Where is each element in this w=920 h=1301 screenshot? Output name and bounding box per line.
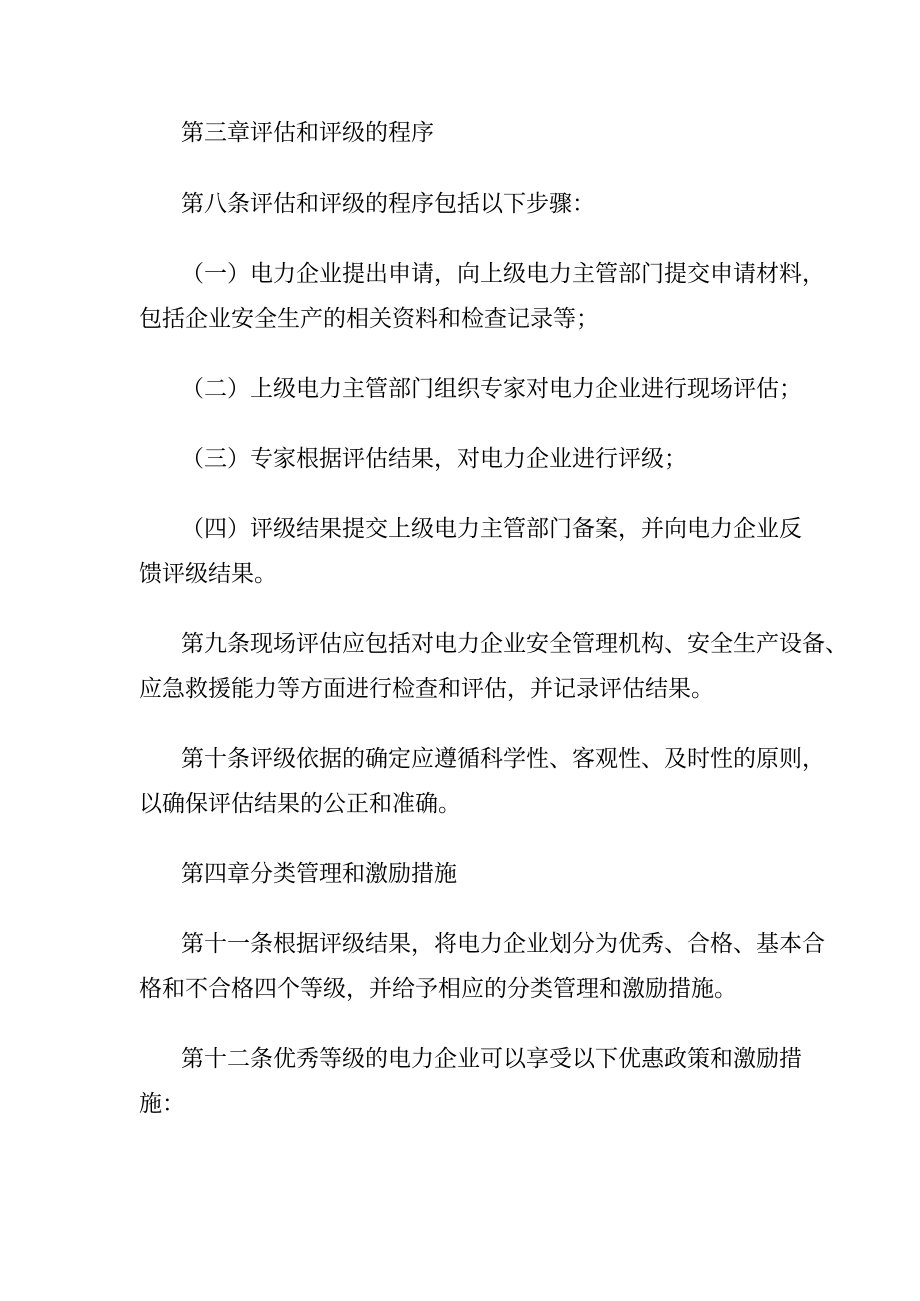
article-11-text-line-2: 格和不合格四个等级，并给予相应的分类管理和激励措施。 xyxy=(139,976,737,1002)
step-2-text: （二）上级电力主管部门组织专家对电力企业进行现场评估； xyxy=(181,376,802,402)
article-8-text: 第八条评估和评级的程序包括以下步骤： xyxy=(181,191,595,217)
step-1-text-line-2: 包括企业安全生产的相关资料和检查记录等； xyxy=(139,306,599,332)
article-10-text-line-1: 第十条评级依据的确定应遵循科学性、客观性、及时性的原则， xyxy=(181,746,825,772)
article-9-text-line-1: 第九条现场评估应包括对电力企业安全管理机构、安全生产设备、 xyxy=(181,631,848,657)
step-3-text: （三）专家根据评估结果，对电力企业进行评级； xyxy=(181,446,687,472)
step-4-text-line-2: 馈评级结果。 xyxy=(139,561,277,587)
chapter-3-heading: 第三章评估和评级的程序 xyxy=(181,120,434,146)
article-11-text-line-1: 第十一条根据评级结果，将电力企业划分为优秀、合格、基本合 xyxy=(181,931,825,957)
step-4-text-line-1: （四）评级结果提交上级电力主管部门备案，并向电力企业反 xyxy=(181,516,802,542)
article-12-text-line-2: 施： xyxy=(139,1091,185,1117)
step-1-text-line-1: （一）电力企业提出申请，向上级电力主管部门提交申请材料， xyxy=(181,261,825,287)
article-12-text-line-1: 第十二条优秀等级的电力企业可以享受以下优惠政策和激励措 xyxy=(181,1046,802,1072)
article-9-text-line-2: 应急救援能力等方面进行检查和评估，并记录评估结果。 xyxy=(139,676,714,702)
chapter-4-heading: 第四章分类管理和激励措施 xyxy=(181,861,457,887)
article-10-text-line-2: 以确保评估结果的公正和准确。 xyxy=(139,791,461,817)
